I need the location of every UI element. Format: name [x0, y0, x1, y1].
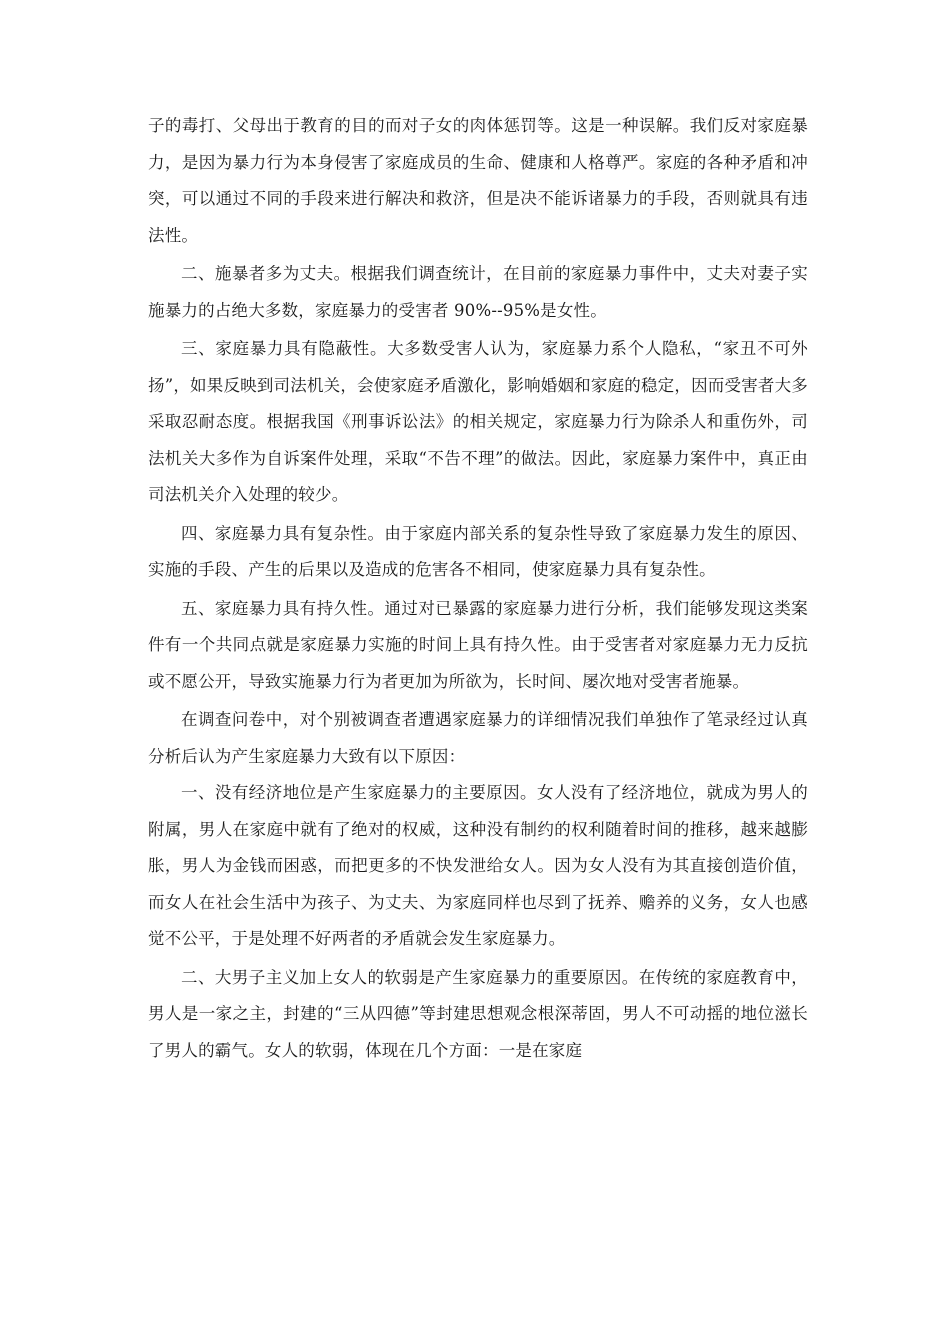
paragraph-continued: 子的毒打、父母出于教育的目的而对子女的肉体惩罚等。这是一种误解。我们反对家庭暴力，是因为暴力行为本身侵害了家庭成员的生命、健康和人格尊严。家庭的各种矛盾和冲突，可以通过不同的手段来进行解决和救济，但是决不能诉诸暴力的手段，否则就具有违法性。 — [148, 116, 808, 245]
paragraph-survey-intro: 在调查问卷中，对个别被调查者遭遇家庭暴力的详细情况我们单独作了笔录经过认真分析后认为产生家庭暴力大致有以下原因： — [148, 710, 808, 766]
paragraph-perpetrator: 二、施暴者多为丈夫。根据我们调查统计，在目前的家庭暴力事件中，丈夫对妻子实施暴力的占绝大多数，家庭暴力的受害者 90%--95%是女性。 — [148, 264, 808, 320]
paragraph-cause-economic: 一、没有经济地位是产生家庭暴力的主要原因。女人没有了经济地位，就成为男人的附属，男人在家庭中就有了绝对的权威，这种没有制约的权利随着时间的推移，越来越膨胀，男人为金钱而困惑，而把更多的不快发泄给女人。因为女人没有为其直接创造价值，而女人在社会生活中为孩子、为丈夫、为家庭同样也尽到了抚养、赡养的义务，女人也感觉不公平，于是处理不好两者的矛盾就会发生家庭暴力。 — [148, 783, 808, 948]
paragraph-persistence: 五、家庭暴力具有持久性。通过对已暴露的家庭暴力进行分析，我们能够发现这类案件有一个共同点就是家庭暴力实施的时间上具有持久性。由于受害者对家庭暴力无力反抗或不愿公开，导致实施暴力行为者更加为所欲为，长时间、屡次地对受害者施暴。 — [148, 598, 808, 691]
document-body — [148, 108, 808, 1069]
paragraph-complexity: 四、家庭暴力具有复杂性。由于家庭内部关系的复杂性导致了家庭暴力发生的原因、实施的手段、产生的后果以及造成的危害各不相同，使家庭暴力具有复杂性。 — [148, 523, 808, 579]
paragraph-concealment: 三、家庭暴力具有隐蔽性。大多数受害人认为，家庭暴力系个人隐私，“家丑不可外扬”，如果反映到司法机关，会使家庭矛盾激化，影响婚姻和家庭的稳定，因而受害者大多采取忍耐态度。根据我国《刑事诉讼法》的相关规定，家庭暴力行为除杀人和重伤外，司法机关大多作为自诉案件处理，采取“不告不理”的做法。因此，家庭暴力案件中，真正由司法机关介入处理的较少。 — [148, 339, 808, 504]
paragraph-cause-chauvinism: 二、大男子主义加上女人的软弱是产生家庭暴力的重要原因。在传统的家庭教育中，男人是一家之主，封建的“三从四德”等封建思想观念根深蒂固，男人不可动摇的地位滋长了男人的霸气。女人的软弱，体现在几个方面：一是在家庭 — [148, 967, 808, 1060]
